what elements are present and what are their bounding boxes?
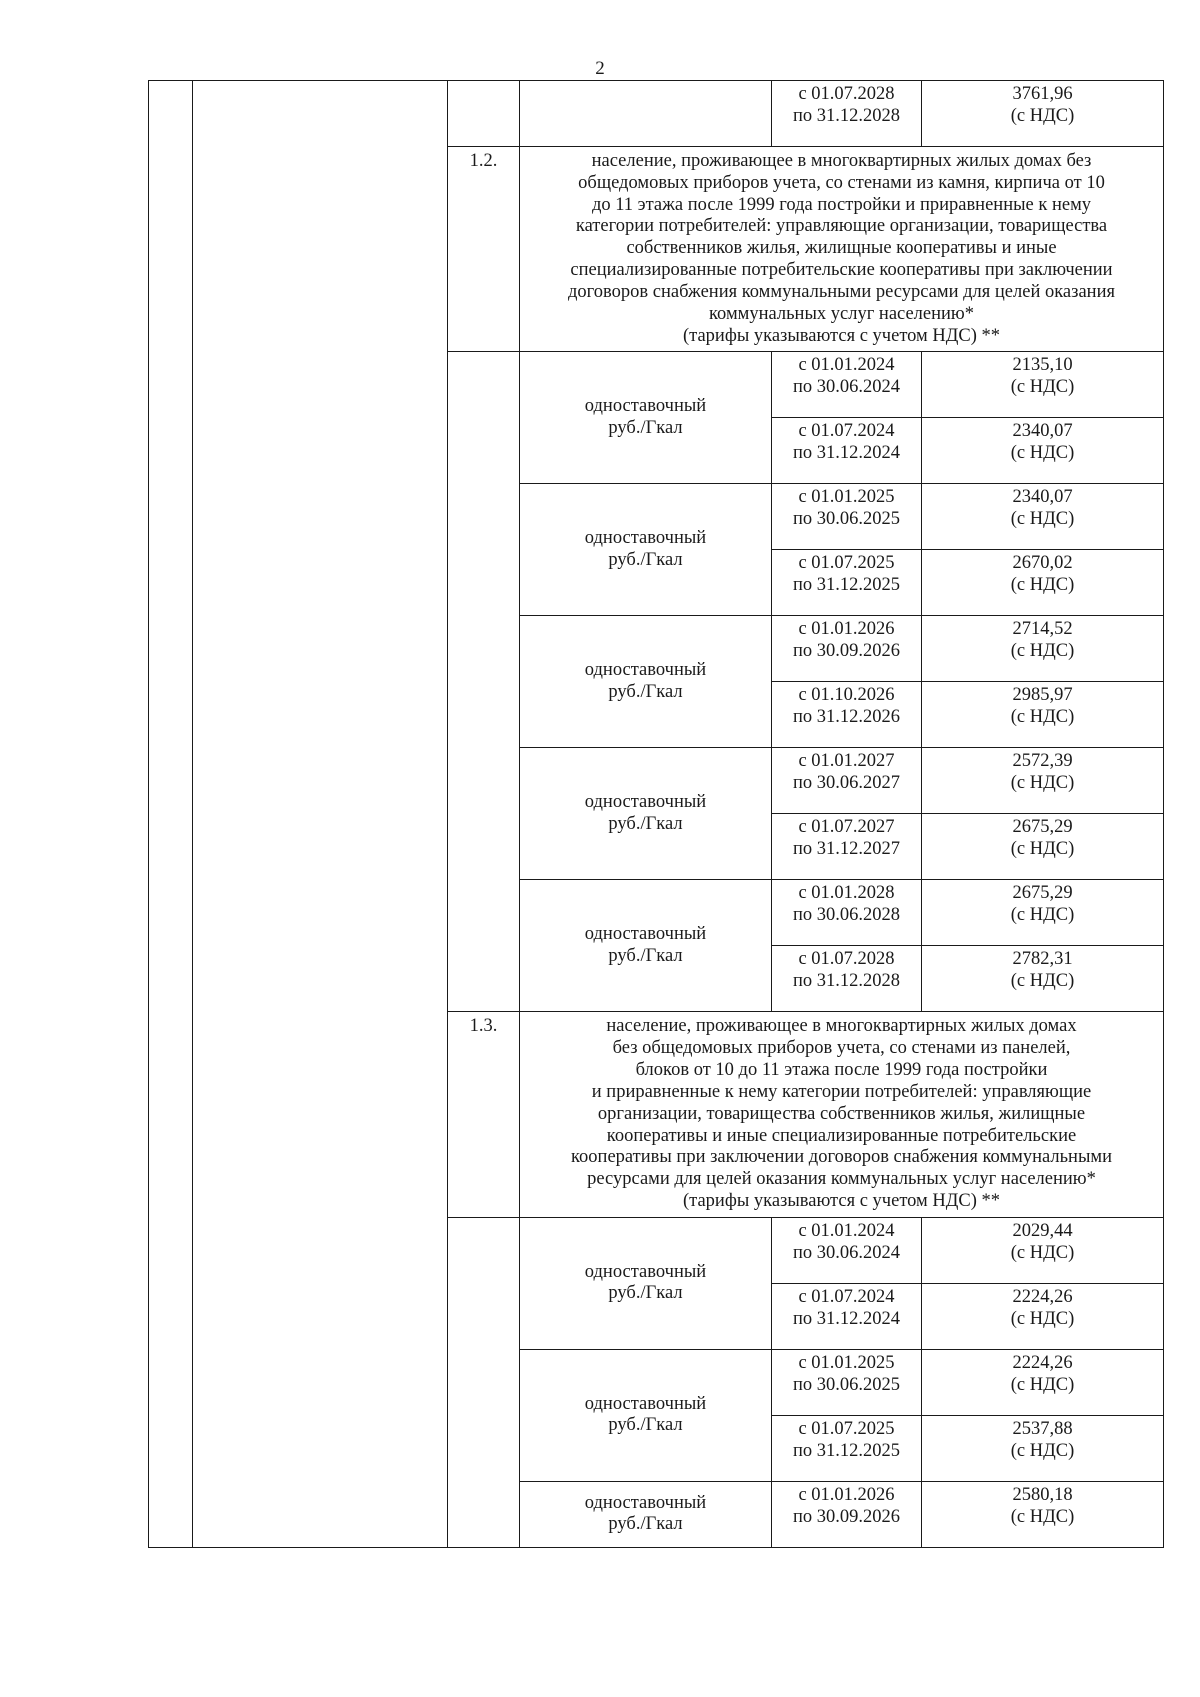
spacer-cell: [149, 616, 193, 682]
spacer-cell: [448, 81, 520, 147]
spacer-cell: [448, 352, 520, 418]
spacer-cell: [448, 682, 520, 748]
spacer-cell: [149, 748, 193, 814]
tariff-value-text: 2224,26: [1012, 1352, 1073, 1373]
table-row: [149, 484, 1164, 550]
spacer-cell: [448, 1217, 520, 1283]
tariff-value-cell: [922, 418, 1164, 484]
spacer-cell: [193, 81, 448, 147]
tariff-value-text: (с НДС): [1010, 905, 1075, 926]
tariff-value-cell: [922, 946, 1164, 1012]
tariff-value-cell: [922, 1217, 1164, 1283]
spacer-cell: [193, 1349, 448, 1415]
period-cell: [772, 1415, 922, 1481]
spacer-cell: [448, 1415, 520, 1481]
period-text: по 30.06.2024: [792, 1242, 901, 1263]
spacer-cell: [193, 1217, 448, 1283]
spacer-cell: [149, 81, 193, 147]
period-text: по 30.06.2028: [792, 905, 901, 926]
tariff-value-text: 2580,18: [1012, 1484, 1073, 1505]
tariff-value-text: 2135,10: [1012, 355, 1073, 376]
description-line: коммунальных услуг населению*: [709, 303, 974, 324]
spacer-cell: [448, 1283, 520, 1349]
tariff-type-cell: [520, 1217, 772, 1349]
spacer-cell: [149, 352, 193, 418]
period-text: по 31.12.2025: [792, 575, 901, 596]
tariff-value-text: (с НДС): [1010, 1374, 1075, 1395]
period-text: по 31.12.2027: [792, 839, 901, 860]
period-text: с 01.07.2024: [798, 1286, 895, 1307]
period-text: по 30.06.2025: [792, 509, 901, 530]
section-number: 1.3.: [448, 1012, 520, 1217]
spacer-cell: [193, 1283, 448, 1349]
period-cell: [772, 814, 922, 880]
spacer-cell: [149, 1283, 193, 1349]
tariff-table-body: [149, 81, 1164, 1548]
table-row: [149, 352, 1164, 418]
spacer-cell: [149, 550, 193, 616]
period-text: с 01.10.2026: [798, 685, 895, 706]
spacer-cell: [448, 748, 520, 814]
tariff-value-text: (с НДС): [1010, 105, 1075, 126]
tariff-type-cell: [520, 352, 772, 484]
section-description: [520, 147, 1164, 352]
description-line: собственников жилья, жилищные кооперативы и иные: [626, 238, 1057, 259]
period-cell: [772, 418, 922, 484]
spacer-cell: [193, 946, 448, 1012]
tariff-type-text: одноставочный: [584, 1393, 707, 1414]
spacer-cell: [149, 880, 193, 946]
description-line: блоков от 10 до 11 этажа после 1999 года постройки: [635, 1060, 1048, 1081]
tariff-type-text: руб./Гкал: [608, 549, 683, 570]
period-cell: [772, 1217, 922, 1283]
spacer-cell: [149, 682, 193, 748]
tariff-value-text: 2675,29: [1012, 883, 1073, 904]
spacer-cell: [149, 1012, 193, 1217]
table-row: [149, 1481, 1164, 1547]
description-line: до 11 этажа после 1999 года постройки и приравненные к нему: [591, 194, 1092, 215]
tariff-value-text: (с НДС): [1010, 641, 1075, 662]
tariff-type-cell: [520, 1481, 772, 1547]
period-text: с 01.07.2028: [798, 949, 895, 970]
spacer-cell: [149, 418, 193, 484]
period-text: с 01.07.2027: [798, 817, 895, 838]
spacer-cell: [149, 1415, 193, 1481]
tariff-value-text: (с НДС): [1010, 1506, 1075, 1527]
period-text: по 31.12.2024: [792, 1308, 901, 1329]
period-text: с 01.01.2025: [798, 1352, 895, 1373]
tariff-type-text: руб./Гкал: [608, 945, 683, 966]
section-header-row: [149, 1012, 1164, 1217]
period-text: с 01.07.2025: [798, 553, 895, 574]
tariff-value-cell: [922, 1349, 1164, 1415]
tariff-value-text: 2675,29: [1012, 817, 1073, 838]
section-number: 1.2.: [448, 147, 520, 352]
period-text: с 01.01.2024: [798, 355, 895, 376]
tariff-value-text: 3761,96: [1012, 84, 1073, 104]
period-text: по 31.12.2028: [792, 105, 901, 126]
section-header-row: [149, 147, 1164, 352]
spacer-cell: [448, 880, 520, 946]
tariff-value-cell: [922, 352, 1164, 418]
tariff-type-text: руб./Гкал: [608, 1514, 683, 1535]
tariff-table: [148, 80, 1164, 1548]
spacer-cell: [193, 748, 448, 814]
spacer-cell: [149, 814, 193, 880]
tariff-value-cell: [922, 1415, 1164, 1481]
tariff-value-text: (с НДС): [1010, 1242, 1075, 1263]
description-line: население, проживающее в многоквартирных жилых домах: [606, 1016, 1077, 1037]
spacer-cell: [149, 946, 193, 1012]
table-row: [149, 81, 1164, 147]
tariff-type-text: одноставочный: [584, 396, 707, 417]
tariff-value-text: 2670,02: [1012, 553, 1073, 574]
description-line: население, проживающее в многоквартирных жилых домах без: [591, 151, 1092, 171]
spacer-cell: [193, 550, 448, 616]
description-line: кооперативы и иные специализированные потребительские: [606, 1125, 1077, 1146]
tariff-value-cell: [922, 81, 1164, 147]
spacer-cell: [448, 418, 520, 484]
spacer-cell: [448, 550, 520, 616]
tariff-value-text: (с НДС): [1010, 443, 1075, 464]
period-text: с 01.01.2026: [798, 619, 895, 640]
section-description: [520, 1012, 1164, 1217]
spacer-cell: [448, 1481, 520, 1547]
tariff-value-text: 2029,44: [1012, 1220, 1073, 1241]
table-row: [149, 1349, 1164, 1415]
description-line: кооперативы при заключении договоров снабжения коммунальными: [571, 1147, 1112, 1168]
period-text: с 01.07.2025: [798, 1418, 895, 1439]
spacer-cell: [193, 1481, 448, 1547]
tariff-value-text: 2537,88: [1012, 1418, 1073, 1439]
description-line: (тарифы указываются с учетом НДС) **: [683, 325, 1000, 346]
spacer-cell: [149, 1481, 193, 1547]
description-line: договоров снабжения коммунальными ресурсами для целей оказания: [568, 281, 1115, 302]
table-row: [149, 880, 1164, 946]
tariff-value-text: (с НДС): [1010, 1308, 1075, 1329]
tariff-type-cell: [520, 1349, 772, 1481]
period-text: с 01.01.2026: [798, 1484, 895, 1505]
tariff-value-cell: [922, 682, 1164, 748]
description-line: ресурсами для целей оказания коммунальных услуг населению*: [587, 1169, 1096, 1190]
tariff-type-cell: [520, 748, 772, 880]
period-cell: [772, 880, 922, 946]
spacer-cell: [193, 1415, 448, 1481]
period-text: по 31.12.2026: [792, 707, 901, 728]
tariff-type-text: одноставочный: [584, 1492, 707, 1513]
spacer-cell: [193, 418, 448, 484]
spacer-cell: [193, 1012, 448, 1217]
tariff-value-cell: [922, 484, 1164, 550]
period-cell: [772, 352, 922, 418]
tariff-value-text: 2224,26: [1012, 1286, 1073, 1307]
period-cell: [772, 81, 922, 147]
period-cell: [772, 1481, 922, 1547]
tariff-value-cell: [922, 1481, 1164, 1547]
period-cell: [772, 1349, 922, 1415]
tariff-value-text: (с НДС): [1010, 1440, 1075, 1461]
description-line: без общедомовых приборов учета, со стенами из панелей,: [612, 1038, 1071, 1059]
tariff-value-text: 2985,97: [1012, 685, 1073, 706]
period-cell: [772, 748, 922, 814]
period-text: с 01.07.2028: [798, 84, 895, 104]
spacer-cell: [193, 484, 448, 550]
tariff-value-text: 2714,52: [1012, 619, 1073, 640]
spacer-cell: [448, 1349, 520, 1415]
period-text: с 01.01.2028: [798, 883, 895, 904]
tariff-value-cell: [922, 880, 1164, 946]
spacer-cell: [149, 1217, 193, 1283]
table-row: [149, 1217, 1164, 1283]
tariff-type-cell: [520, 484, 772, 616]
period-text: по 30.06.2025: [792, 1374, 901, 1395]
tariff-value-text: (с НДС): [1010, 377, 1075, 398]
tariff-type-cell: [520, 616, 772, 748]
description-line: общедомовых приборов учета, со стенами из камня, кирпича от 10: [578, 172, 1105, 193]
tariff-value-cell: [922, 748, 1164, 814]
period-text: с 01.01.2025: [798, 487, 895, 508]
period-cell: [772, 946, 922, 1012]
tariff-type-text: руб./Гкал: [608, 813, 683, 834]
tariff-value-text: (с НДС): [1010, 839, 1075, 860]
tariff-type-text: одноставочный: [584, 792, 707, 813]
tariff-type-text: руб./Гкал: [608, 681, 683, 702]
period-text: по 31.12.2025: [792, 1440, 901, 1461]
spacer-cell: [448, 616, 520, 682]
table-row: [149, 616, 1164, 682]
spacer-cell: [149, 484, 193, 550]
tariff-value-text: (с НДС): [1010, 509, 1075, 530]
period-text: по 31.12.2024: [792, 443, 901, 464]
table-row: [149, 748, 1164, 814]
tariff-type-text: одноставочный: [584, 1261, 707, 1282]
tariff-type-text: руб./Гкал: [608, 1415, 683, 1436]
empty-cell: [520, 81, 772, 147]
description-line: специализированные потребительские кооперативы при заключении: [570, 260, 1113, 281]
tariff-value-text: (с НДС): [1010, 707, 1075, 728]
period-text: с 01.01.2027: [798, 751, 895, 772]
spacer-cell: [193, 682, 448, 748]
page-number: 2: [595, 58, 605, 79]
spacer-cell: [448, 814, 520, 880]
period-cell: [772, 682, 922, 748]
tariff-type-text: одноставочный: [584, 660, 707, 681]
description-line: (тарифы указываются с учетом НДС) **: [683, 1191, 1000, 1212]
spacer-cell: [149, 1349, 193, 1415]
tariff-value-text: (с НДС): [1010, 575, 1075, 596]
period-cell: [772, 550, 922, 616]
period-text: с 01.01.2024: [798, 1220, 895, 1241]
spacer-cell: [193, 616, 448, 682]
tariff-value-text: 2340,07: [1012, 421, 1073, 442]
period-text: по 30.06.2027: [792, 773, 901, 794]
spacer-cell: [448, 484, 520, 550]
period-cell: [772, 616, 922, 682]
description-line: и приравненные к нему категории потребителей: управляющие: [591, 1081, 1092, 1102]
tariff-value-text: 2572,39: [1012, 751, 1073, 772]
spacer-cell: [193, 352, 448, 418]
period-text: по 31.12.2028: [792, 971, 901, 992]
spacer-cell: [193, 814, 448, 880]
spacer-cell: [193, 880, 448, 946]
tariff-value-text: (с НДС): [1010, 773, 1075, 794]
description-line: организации, товарищества собственников жилья, жилищные: [597, 1103, 1086, 1124]
spacer-cell: [149, 147, 193, 352]
tariff-type-text: руб./Гкал: [608, 1283, 683, 1304]
spacer-cell: [193, 147, 448, 352]
tariff-value-cell: [922, 814, 1164, 880]
tariff-value-text: 2782,31: [1012, 949, 1073, 970]
period-text: с 01.07.2024: [798, 421, 895, 442]
period-cell: [772, 484, 922, 550]
tariff-value-text: (с НДС): [1010, 971, 1075, 992]
period-text: по 30.06.2024: [792, 377, 901, 398]
tariff-type-text: одноставочный: [584, 924, 707, 945]
tariff-value-cell: [922, 1283, 1164, 1349]
period-text: по 30.09.2026: [792, 641, 901, 662]
period-text: по 30.09.2026: [792, 1506, 901, 1527]
tariff-type-cell: [520, 880, 772, 1012]
tariff-value-cell: [922, 550, 1164, 616]
tariff-type-text: руб./Гкал: [608, 417, 683, 438]
tariff-type-text: одноставочный: [584, 528, 707, 549]
description-line: категории потребителей: управляющие организации, товарищества: [575, 216, 1108, 237]
tariff-value-cell: [922, 616, 1164, 682]
tariff-value-text: 2340,07: [1012, 487, 1073, 508]
period-cell: [772, 1283, 922, 1349]
spacer-cell: [448, 946, 520, 1012]
